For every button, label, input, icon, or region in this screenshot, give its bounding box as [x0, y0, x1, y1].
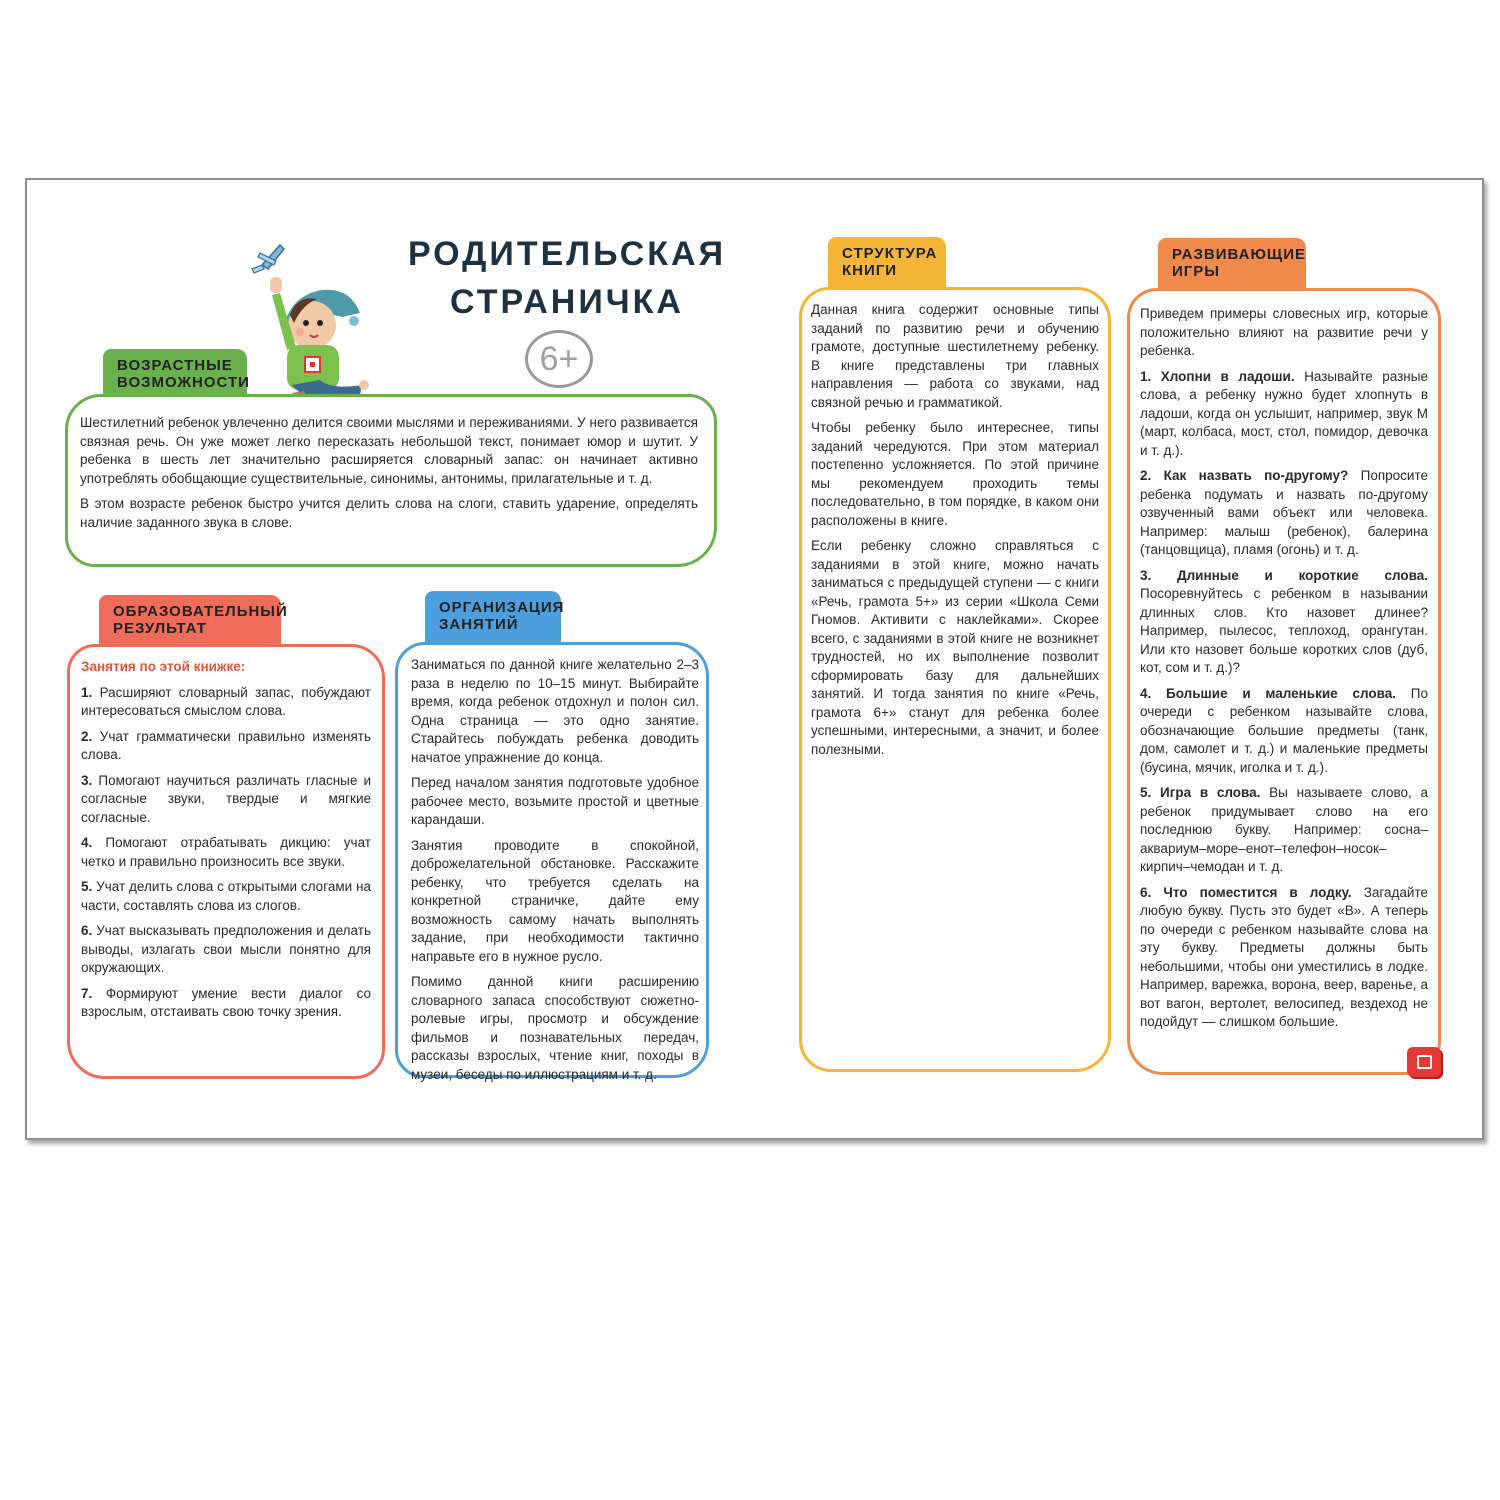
age-capabilities-text — [80, 414, 698, 539]
structure-paragraph-1: Данная книга содержит основные типы заданий по развитию речи и обучению грамоте, доступные шестилетнему ребенку. В книге представлены три главных направления — работа со звуками, над связной речью и грамматикой. — [811, 302, 1099, 410]
game-item-title: 3. Длинные и короткие слова. — [1140, 567, 1428, 583]
result-item-text: Помогают отрабатывать дикцию: учат четко и правильно произносить все звуки. — [81, 835, 371, 869]
organization-paragraph-4: Помимо данной книги расширению словарного запаса способствуют сюжетно-ролевые игры, просмотр и обсуждение фильмов и познавательных передач, рассказы взрослых, чтение книг, походы в музеи, беседы по иллюстрациям и т. д. — [411, 974, 699, 1082]
organization-paragraph-2: Перед началом занятия подготовьте удобное рабочее место, возьмите простой и цветные карандаши. — [411, 775, 699, 827]
result-heading: Занятия по этой книжке: — [81, 659, 246, 674]
game-item-text: Попросите ребенка подумать и назвать по-другому озвученный вами объект или человека. Например: малыш (ребенок), балерина (танцовщица), пламя (огонь) и т. д. — [1140, 468, 1428, 557]
game-item-title: 4. Большие и маленькие слова. — [1140, 685, 1396, 701]
result-item — [81, 684, 371, 721]
tab-age-capabilities: ВОЗРАСТНЫЕ ВОЗМОЖНОСТИ — [103, 349, 247, 395]
page-title: РОДИТЕЛЬСКАЯ СТРАНИЧКА — [407, 235, 727, 321]
game-item-text: Загадайте любую букву. Пусть это будет «В». А теперь по очереди с ребенком называйте слова на эту букву. Предметы должны быть небольшими, чтобы они уместились в лодке. Например, варежка, ворона, веер, варенье, а вот вагон, вертолет, велосипед, вездеход не подойдут — слишком большие. — [1140, 884, 1428, 1029]
organization-paragraph-3: Занятия проводите в спокойной, доброжелательной обстановке. Расскажите ребенку, что требуется сделать на конкретной страничке, дайте ему возможность самому начать выполнять задание, при необходимости тактично направьте его в нужное русло. — [411, 837, 699, 964]
result-item — [81, 878, 371, 915]
game-item-text: Называйте разные слова, а ребенку нужно будет хлопнуть в ладоши, когда он услышит, например, звук М (март, колбаса, мост, стол, помидор, девочка и т. д.). — [1140, 368, 1428, 458]
age-paragraph-2: В этом возрасте ребенок быстро учится делить слова на слоги, ставить ударение, определять наличие заданного звука в слове. — [80, 496, 698, 530]
result-item-number: 7. — [81, 985, 93, 1001]
structure-paragraph-3: Если ребенку сложно справляться с заданиями в этой книге, можно начать заниматься с предыдущей ступени — с книги «Речь, грамота 5+» из серии «Школа Семи Гномов. Активити с наклейками». Скорее всего, с заданиями в этой книге не возникнет трудностей, но их выполнение позволит сформировать базу для дальнейших занятий. И тогда занятия по книге «Речь, грамота 6+» станут для ребенка более успешными, интересными, а значит, и более полезными. — [811, 538, 1099, 757]
result-item-number: 3. — [81, 772, 93, 788]
structure-paragraph-2: Чтобы ребенку было интереснее, типы заданий чередуются. При этом материал постепенно усложняется. По этой причине мы рекомендуем проходить темы последовательно, в том порядке, в каком они расположены в книге. — [811, 420, 1099, 528]
game-item-text: Вы называете слово, а ребенок придумывает слово на его последнюю букву. Например: сосна–аквариум–море–енот–телефон–носок–кирпич–чемодан и т. д. — [1140, 785, 1428, 874]
game-item-text: Посоревнуйтесь с ребенком в назывании длинных слов. Кто назовет длинее? Например, пылесос, теплоход, орангутан. Или кто назовет больше коротких слов (дуб, кот, сом и т. д.)? — [1140, 586, 1428, 675]
result-item-text: Учат делить слова с открытыми слогами на части, составлять слова из слогов. — [81, 879, 371, 913]
game-item-title: 5. Игра в слова. — [1140, 785, 1261, 800]
game-item — [1140, 784, 1428, 877]
organization-text — [411, 656, 699, 1091]
result-item-text: Помогают научиться различать гласные и согласные звуки, твердые и мягкие согласные. — [81, 772, 371, 825]
game-item-title: 2. Как назвать по-другому? — [1140, 468, 1349, 483]
result-item — [81, 772, 371, 828]
game-item — [1140, 685, 1428, 778]
developing-games-text — [1140, 305, 1428, 1039]
result-item-text: Учат высказывать предположения и делать выводы, излагать свои мысли понятно для окружающих. — [81, 923, 371, 975]
result-item — [81, 985, 371, 1022]
book-structure-text — [811, 301, 1099, 766]
boy-with-airplane-illustration — [232, 235, 382, 415]
result-item-number: 6. — [81, 923, 93, 938]
result-item — [81, 728, 371, 765]
educational-result-text — [81, 658, 371, 1029]
tab-educational-result: ОБРАЗОВАТЕЛЬНЫЙ РЕЗУЛЬТАТ — [99, 595, 281, 645]
result-item — [81, 922, 371, 978]
game-item-title: 6. Что поместится в лодку. — [1140, 884, 1352, 900]
game-item — [1140, 884, 1428, 1032]
game-item-text: По очереди с ребенком называйте слова, обозначающие большие предметы (танк, дом, самолет и т. д.) и маленькие предметы (бусина, мячик, иголка и т. д.). — [1140, 685, 1428, 775]
result-item-text: Формируют умение вести диалог со взрослым, отстаивать свою точку зрения. — [81, 985, 371, 1019]
result-item-number: 1. — [81, 684, 93, 700]
result-item-text: Учат грамматически правильно изменять слова. — [81, 728, 371, 762]
age-paragraph-1: Шестилетний ребенок увлеченно делится своими мыслями и переживаниями. У него развивается связная речь. Он уже может легко пересказать небольшой текст, понимает юмор и шутит. У ребенка в шесть лет значительно расширяется словарный запас: он начинает активно употреблять обобщающие существительные, синонимы, антонимы, прилагательные и т. д. — [80, 415, 698, 486]
tab-organization: ОРГАНИЗАЦИЯ ЗАНЯТИЙ — [425, 591, 561, 643]
result-item-number: 5. — [81, 879, 93, 894]
result-item-number: 4. — [81, 835, 93, 850]
tab-developing-games: РАЗВИВАЮЩИЕ ИГРЫ — [1158, 238, 1306, 290]
page-marker-icon — [1407, 1047, 1441, 1077]
result-item-number: 2. — [81, 728, 93, 744]
result-item-text: Расширяют словарный запас, побуждают интересоваться смыслом слова. — [81, 684, 371, 718]
organization-paragraph-1: Заниматься по данной книге желательно 2–3 раза в неделю по 10–15 минут. Выбирайте время, когда ребенок отдохнул и полон сил. Одна страница — это одно занятие. Старайтесь побуждать ребенка доводить начатое упражнение до конца. — [411, 657, 699, 765]
game-item-title: 1. Хлопни в ладоши. — [1140, 368, 1295, 384]
book-spread — [25, 178, 1484, 1140]
game-item — [1140, 467, 1428, 560]
airplane-icon — [252, 245, 284, 273]
game-item — [1140, 567, 1428, 678]
game-item — [1140, 368, 1428, 461]
age-badge: 6+ — [525, 330, 593, 388]
tab-book-structure: СТРУКТУРА КНИГИ — [828, 237, 946, 289]
result-item — [81, 834, 371, 871]
games-intro: Приведем примеры словесных игр, которые положительно влияют на развитие речи у ребенка. — [1140, 306, 1428, 358]
